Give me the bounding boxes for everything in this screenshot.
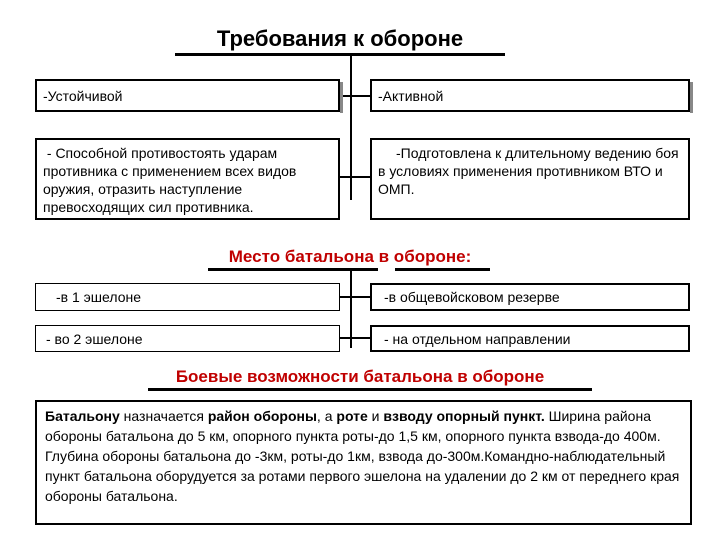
section2-title: Место батальона в обороне: (228, 247, 472, 266)
capabilities-text-run: и (367, 408, 384, 424)
capabilities-bold-run: Батальону (45, 408, 120, 424)
capabilities-box (35, 400, 692, 525)
section1-connector-vertical (350, 55, 352, 200)
requirement-resist-text: - Способной противостоять ударам противника с применением всех видов оружия, отразить наступление превосходящих сил противника. (43, 145, 301, 215)
place-second-echelon-box (35, 325, 340, 352)
section1-connector-bottom (337, 176, 371, 178)
requirement-active-text: -Активной (378, 87, 444, 104)
requirement-stable-text: -Устойчивой (43, 87, 123, 104)
place-first-echelon-text: -в 1 эшелоне (56, 289, 141, 305)
capabilities-text-run: Ширина района обороны батальона до 5 км, опорного пункта роты-до 1,5 км, опорного пункта взвода-до 400м. Глубина обороны батальона до -3км, роты-до 1км, взвода до-300м.Командно-наблюдательный пункт батальона оборудуется за ротами первого эшелона на удалении до 2 км от переднего края обороны батальона. (45, 408, 680, 504)
requirement-prepared-text: -Подготовлена к длительному ведению боя в условиях применения противником ВТО и ОМП. (378, 145, 679, 197)
place-separate-direction-box (370, 325, 690, 352)
section2-title-underline-right (395, 268, 490, 271)
place-second-echelon-text: - во 2 эшелоне (46, 330, 143, 347)
place-reserve-box (370, 283, 690, 311)
capabilities-bold-run: район обороны (207, 408, 317, 424)
section3-title-underline (148, 388, 592, 391)
capabilities-text-run: назначается (119, 408, 208, 424)
capabilities-bold-run: роте (336, 408, 368, 424)
section2-title-underline-left (208, 268, 378, 271)
section2-connector-bottom (340, 337, 370, 339)
capabilities-bold-run: взводу опорный пункт. (383, 408, 545, 424)
requirement-active-box (370, 79, 690, 112)
requirement-prepared-box (370, 138, 690, 220)
requirement-stable-box (35, 79, 340, 112)
section1-title: Требования к обороне (216, 26, 464, 51)
capabilities-text-run: , а (316, 408, 337, 424)
place-separate-direction-text: - на отдельном направлении (384, 330, 571, 347)
place-reserve-text: -в общевойсковом резерве (384, 289, 560, 305)
section2-connector-top (340, 296, 370, 298)
place-first-echelon-box (35, 283, 340, 311)
section1-title-underline (175, 53, 505, 56)
requirement-resist-box (35, 138, 340, 220)
section3-title: Боевые возможности батальона в обороне (175, 367, 545, 386)
capabilities-text (45, 408, 679, 504)
